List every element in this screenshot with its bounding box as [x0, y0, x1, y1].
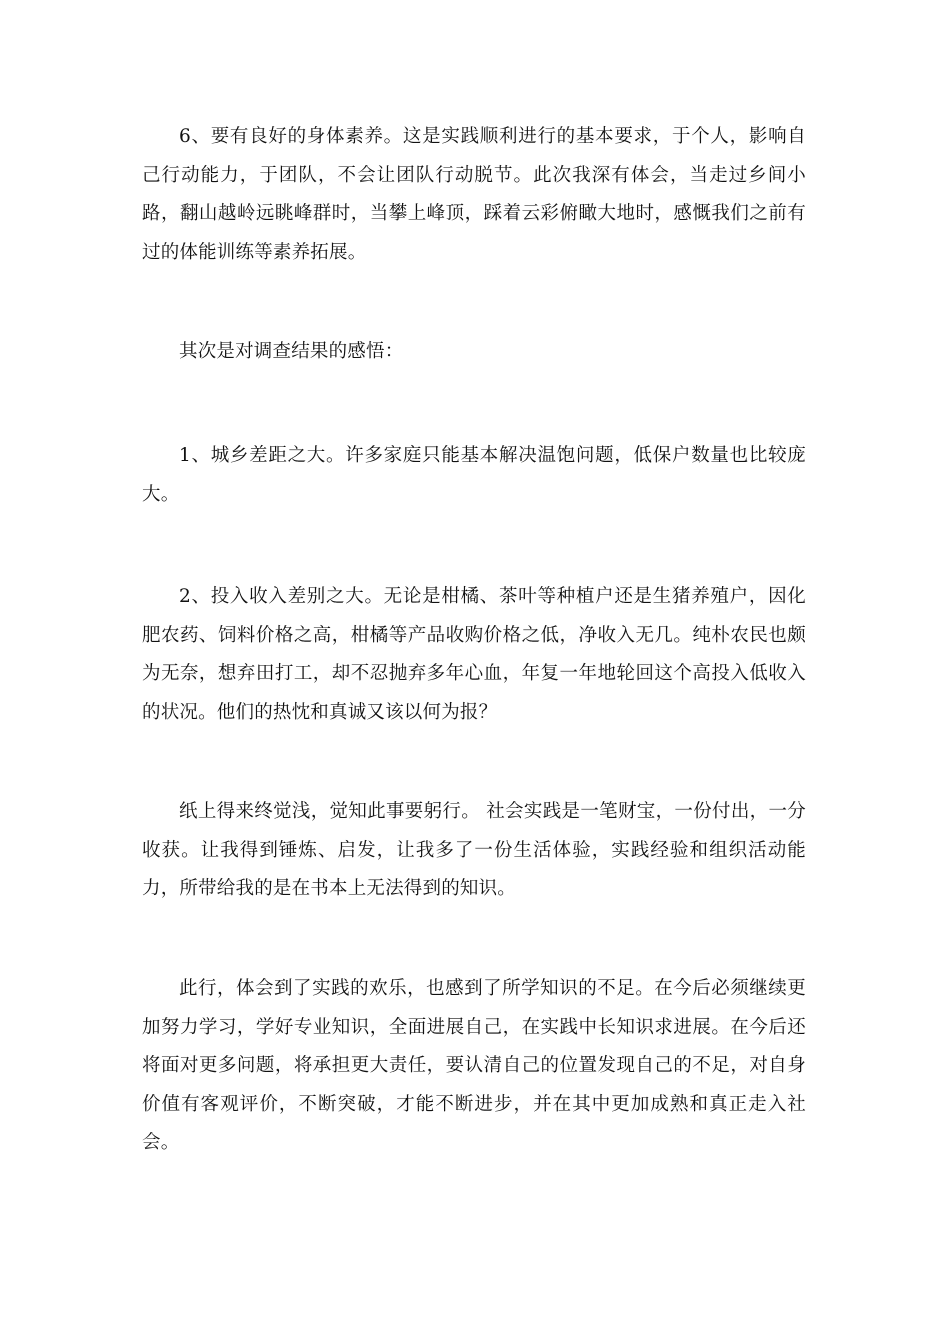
paragraph-physical-fitness: 6、要有良好的身体素养。这是实践顺利进行的基本要求，于个人，影响自己行动能力，于团队，不会让团队行动脱节。此次我深有体会，当走过乡间小路，翻山越岭远眺峰群时，当攀上峰顶，踩着云彩俯瞰大地时，感慨我们之前有过的体能训练等素养拓展。	[142, 126, 806, 263]
paragraph-survey-reflection-intro: 其次是对调查结果的感悟：	[179, 341, 404, 362]
paragraph-urban-rural-gap: 1、城乡差距之大。许多家庭只能基本解决温饱问题，低保户数量也比较庞大。	[142, 445, 806, 505]
paragraph-practice-value: 纸上得来终觉浅，觉知此事要躬行。 社会实践是一笔财宝，一份付出，一分收获。让我得到锤炼、启发，让我多了一份生活体验，实践经验和组织活动能力，所带给我的是在书本上无法得到的知识。	[142, 801, 806, 899]
paragraph-input-income-gap: 2、投入收入差别之大。无论是柑橘、茶叶等种植户还是生猪养殖户，因化肥农药、饲料价格之高，柑橘等产品收购价格之低，净收入无几。纯朴农民也颇为无奈，想弃田打工，却不忍抛弃多年心血，年复一年地轮回这个高投入低收入的状况。他们的热忱和真诚又该以何为报？	[142, 586, 806, 723]
paragraph-conclusion: 此行，体会到了实践的欢乐，也感到了所学知识的不足。在今后必须继续更加努力学习，学好专业知识，全面进展自己，在实践中长知识求进展。在今后还将面对更多问题，将承担更大责任，要认清自己的位置发现自己的不足，对自身价值有客观评价，不断突破，才能不断进步，并在其中更加成熟和真正走入社会。	[142, 978, 806, 1153]
